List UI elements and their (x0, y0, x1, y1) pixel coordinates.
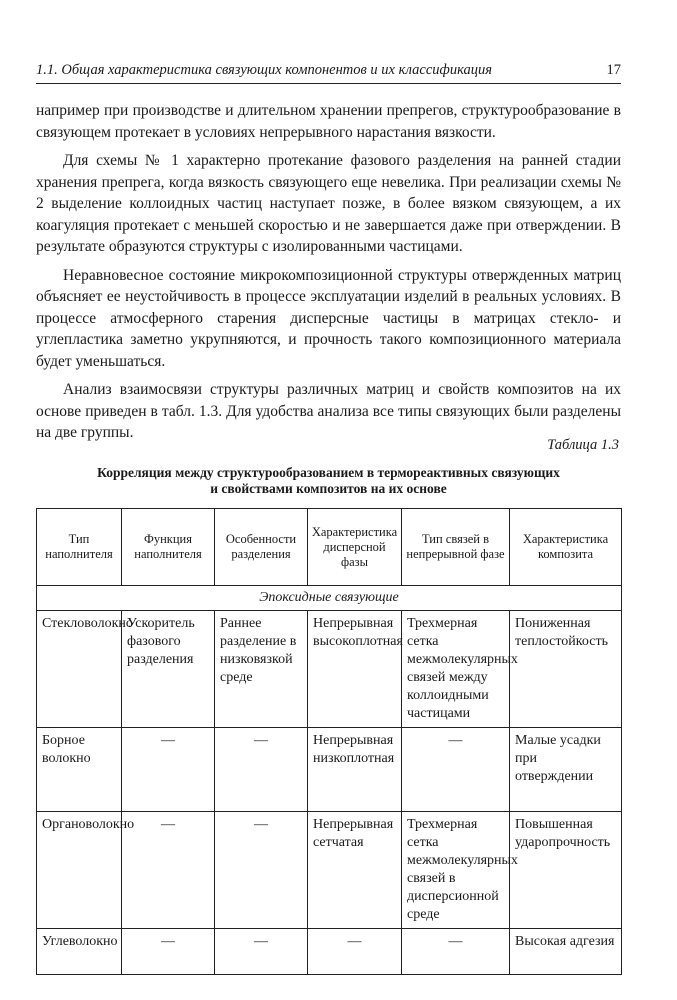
cell: — (215, 929, 308, 975)
cell: Трехмерная сетка межмолекулярных связей между коллоидными частицами (402, 611, 510, 728)
page-number: 17 (606, 62, 621, 78)
header-composite-characteristic: Характеристика композита (510, 509, 622, 586)
cell: Трехмерная сетка межмолекулярных связей в дисперсионной среде (402, 812, 510, 929)
section-epoxy-binders: Эпоксидные связующие (37, 586, 622, 611)
cell: — (308, 929, 402, 975)
table-title-line-2: и свойствами композитов на их основе (210, 481, 447, 496)
table-row (37, 611, 622, 728)
table-title (36, 465, 621, 497)
cell: — (402, 728, 510, 812)
cell: Ускоритель фазового разделения (122, 611, 215, 728)
paragraph-4: Анализ взаимосвязи структуры различных матриц и свойств композитов на их основе приведен в табл. 1.3. Для удобства анализа все типы связующих были разделены на две группы. (36, 381, 621, 441)
table-header-row (37, 509, 622, 586)
table-row (37, 728, 622, 812)
cell: Углеволокно (37, 929, 122, 975)
cell: — (122, 929, 215, 975)
paragraph-2: Для схемы № 1 характерно протекание фазового разделения на ранней стадии хранения препрега, когда вязкость связующего еще невелика. При реализации схемы № 2 выделение коллоидных частиц наступает позже, в более вязком связующем, а их коагуляция протекает с меньшей скоростью и не завершается даже при отверждении. В результате образуются структуры с изолированными частицами. (36, 152, 621, 255)
cell: Стекловолокно (37, 611, 122, 728)
section-row (37, 586, 622, 611)
table-title-line-1: Корреляция между структурообразованием в термореактивных связующих (97, 465, 560, 480)
cell: Пониженная теплостойкость (510, 611, 622, 728)
paragraph-1: например при производстве и длительном хранении препрегов, структурообразование в связующем протекает в условиях непрерывного нарастания вязкости. (36, 102, 621, 141)
body-text (36, 100, 621, 451)
cell: Непрерывная низкоплотная (308, 728, 402, 812)
cell: Повышенная ударопрочность (510, 812, 622, 929)
table-row (37, 929, 622, 975)
running-header (36, 62, 621, 84)
cell: — (122, 728, 215, 812)
paragraph-3: Неравновесное состояние микрокомпозиционной структуры отвержденных матриц объясняет ее неустойчивость в процессе эксплуатации изделий в реальных условиях. В процессе атмосферного старения дисперсные частицы в матрицах стекло- и углепластика заметно укрупняются, и прочность такого композиционного материала будет уменьшаться. (36, 266, 621, 370)
cell: — (215, 812, 308, 929)
cell: Раннее разделение в низковязкой среде (215, 611, 308, 728)
cell: Непрерывная высокоплотная (308, 611, 402, 728)
header-title: 1.1. Общая характеристика связующих компонентов и их классификация (36, 62, 492, 78)
header-filler-function: Функция наполнителя (122, 509, 215, 586)
header-filler-type: Тип наполнителя (37, 509, 122, 586)
cell: Борное волокно (37, 728, 122, 812)
header-separation-features: Особенности разделения (215, 509, 308, 586)
correlation-table (36, 508, 622, 975)
cell: — (402, 929, 510, 975)
table-row (37, 812, 622, 929)
table-label: Таблица 1.3 (547, 437, 619, 453)
header-dispersed-phase: Характеристика дисперсной фазы (308, 509, 402, 586)
cell: Органоволокно (37, 812, 122, 929)
header-continuous-phase-bonds: Тип связей в непрерывной фазе (402, 509, 510, 586)
cell: Непрерывная сетчатая (308, 812, 402, 929)
cell: Малые усадки при отверждении (510, 728, 622, 812)
cell: Высокая адгезия (510, 929, 622, 975)
cell: — (122, 812, 215, 929)
cell: — (215, 728, 308, 812)
